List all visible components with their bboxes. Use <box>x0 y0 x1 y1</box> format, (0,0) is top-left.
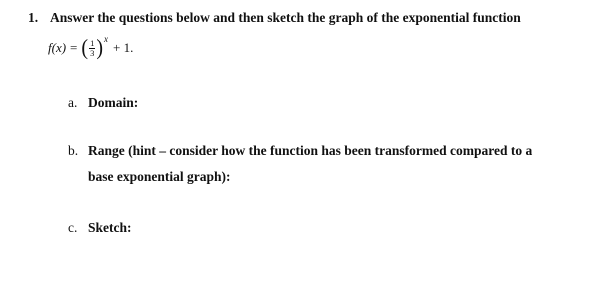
question-prompt <box>28 10 521 26</box>
question-number: 1. <box>28 10 39 25</box>
item-range-continuation: base exponential graph): <box>88 169 231 184</box>
item-letter: b. <box>68 143 79 158</box>
item-label: Range (hint – consider how the function has been transformed compared to a <box>88 143 533 158</box>
formula-fraction <box>89 39 95 58</box>
item-letter: a. <box>68 95 78 110</box>
formula-exponent: x <box>103 34 108 44</box>
formula-lhs: f(x) <box>48 40 67 55</box>
item-range <box>68 143 532 159</box>
formula-equals: = <box>70 40 78 55</box>
item-label: Domain: <box>88 95 139 110</box>
item-domain <box>68 95 138 111</box>
formula-close-paren: ) <box>96 35 103 61</box>
fraction-denominator: 3 <box>90 47 95 58</box>
question-text: Answer the questions below and then sketch the graph of the exponential function <box>50 10 521 25</box>
formula-tail: + 1. <box>112 40 134 55</box>
item-label: Sketch: <box>88 220 132 235</box>
item-letter: c. <box>68 220 78 235</box>
item-sketch <box>68 220 132 236</box>
formula-open-paren: ( <box>81 35 89 61</box>
fraction-numerator: 1 <box>90 37 95 48</box>
function-formula <box>48 36 133 60</box>
